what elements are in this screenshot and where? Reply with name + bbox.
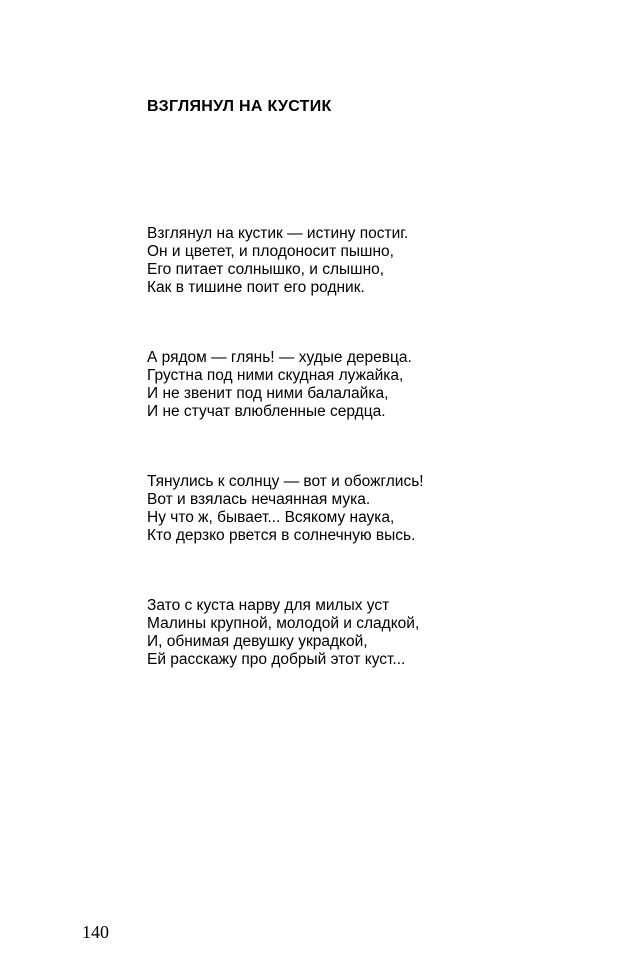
poem-line: Как в тишине поит его родник. [147,279,365,296]
poem-title: ВЗГЛЯНУЛ НА КУСТИК [147,98,332,115]
stanza-1 [147,225,587,297]
poem-line: Ей расскажу про добрый этот куст... [147,651,406,668]
poem-line: Его питает солнышко, и слышно, [147,261,385,278]
poem-line: Он и цветет, и плодоносит пышно, [147,243,394,260]
poem-line: И не стучат влюбленные сердца. [147,403,386,420]
poem-line: Кто дерзко рвется в солнечную высь. [147,527,416,544]
poem-line: И, обнимая девушку украдкой, [147,633,368,650]
poem-line: И не звенит под ними балалайка, [147,385,389,402]
poem-line: Тянулись к солнцу — вот и обожглись! [147,473,424,490]
page-number: 140 [82,922,109,942]
poem-line: Малины крупной, молодой и сладкой, [147,615,420,632]
poem-line: Зато с куста нарву для милых уст [147,597,390,614]
poem-line: Грустна под ними скудная лужайка, [147,367,404,384]
poem-line: Ну что ж, бывает... Всякому наука, [147,509,395,526]
stanza-4 [147,597,587,669]
poem-line: Взглянул на кустик — истину постиг. [147,225,409,242]
poem-body [147,225,587,721]
stanza-2 [147,349,587,421]
stanza-3 [147,473,587,545]
poem-line: Вот и взялась нечаянная мука. [147,491,371,508]
poem-line: А рядом — глянь! — худые деревца. [147,349,412,366]
